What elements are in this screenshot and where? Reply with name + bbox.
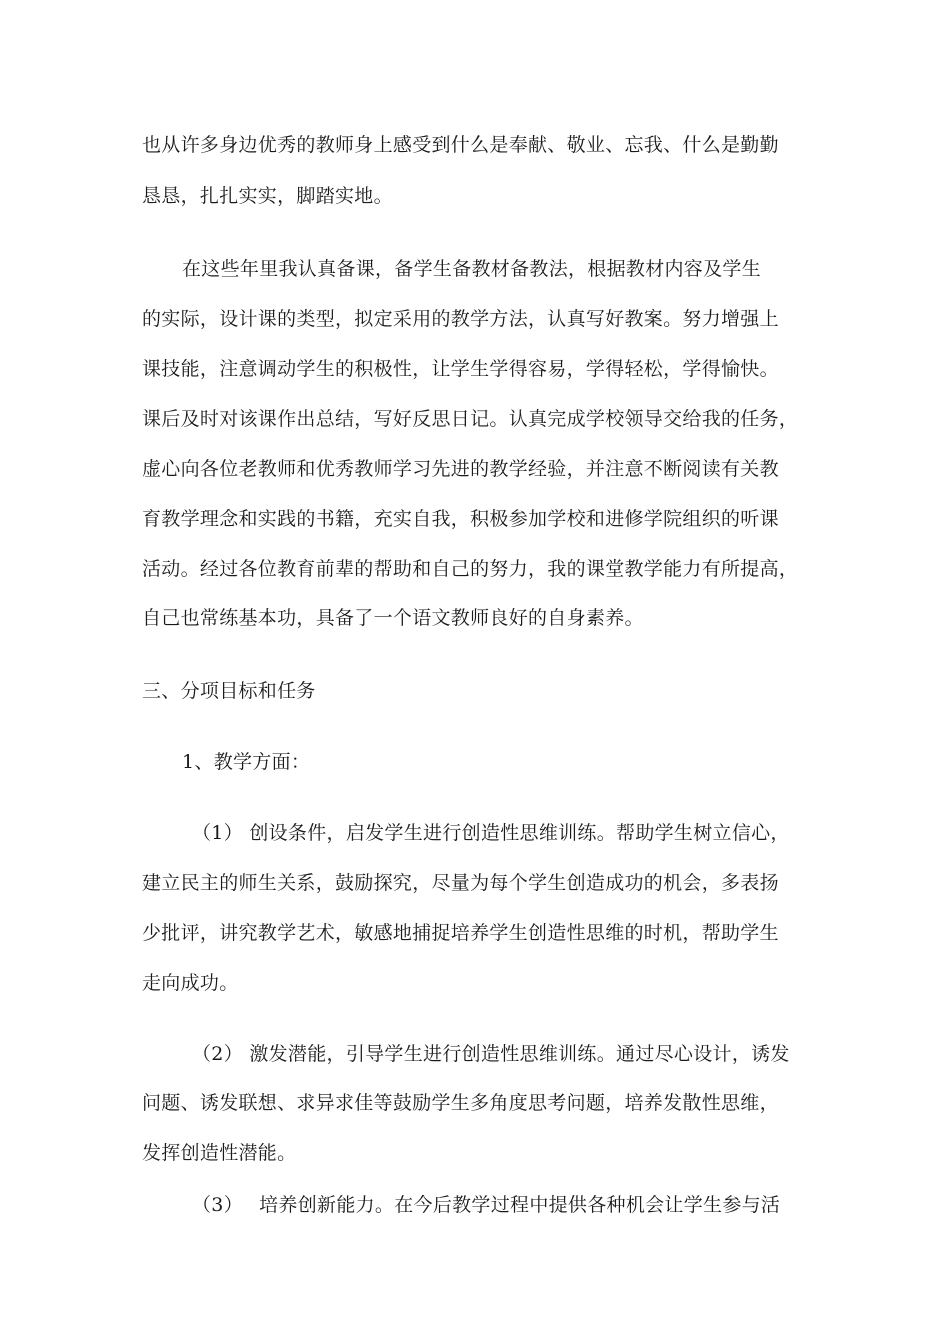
list-item-line: 少批评，讲究教学艺术，敏感地捕捉培养学生创造性思维的时机，帮助学生 [142, 922, 779, 944]
paragraph-line: 课技能，注意调动学生的积极性，让学生学得容易，学得轻松，学得愉快。 [142, 358, 779, 380]
list-item-line: （1） 创设条件，启发学生进行创造性思维训练。帮助学生树立信心， [192, 822, 790, 844]
list-item-line: （2） 激发潜能，引导学生进行创造性思维训练。通过尽心设计，诱发 [192, 1043, 790, 1065]
paragraph-line: 恳恳，扎扎实实，脚踏实地。 [142, 185, 393, 207]
paragraph-line: 活动。经过各位教育前辈的帮助和自己的努力，我的课堂教学能力有所提高， [142, 558, 799, 580]
paragraph-line: 的实际，设计课的类型，拟定采用的教学方法，认真写好教案。努力增强上 [142, 308, 779, 330]
list-item-line: 建立民主的师生关系，鼓励探究，尽量为每个学生创造成功的机会，多表扬 [142, 872, 779, 894]
paragraph-line: 课后及时对该课作出总结，写好反思日记。认真完成学校领导交给我的任务， [142, 408, 799, 430]
list-item-line: 走向成功。 [142, 972, 239, 994]
paragraph-line: 自己也常练基本功，具备了一个语文教师良好的自身素养。 [142, 607, 644, 629]
paragraph-line: 也从许多身边优秀的教师身上感受到什么是奉献、敬业、忘我、什么是勤勤 [142, 134, 779, 156]
list-item-line: 发挥创造性潜能。 [142, 1142, 297, 1164]
subheading: 1、教学方面： [182, 751, 311, 773]
paragraph-line: 虚心向各位老教师和优秀教师学习先进的教学经验，并注意不断阅读有关教 [142, 458, 779, 480]
list-item-line: 问题、诱发联想、求异求佳等鼓励学生多角度思考问题，培养发散性思维， [142, 1092, 779, 1114]
list-item-line: （3） 培养创新能力。在今后教学过程中提供各种机会让学生参与活 [192, 1194, 781, 1216]
section-heading: 三、分项目标和任务 [142, 680, 316, 702]
paragraph-line: 在这些年里我认真备课，备学生备教材备教法，根据教材内容及学生 [182, 258, 762, 280]
paragraph-line: 育教学理念和实践的书籍，充实自我，积极参加学校和进修学院组织的听课 [142, 508, 779, 530]
